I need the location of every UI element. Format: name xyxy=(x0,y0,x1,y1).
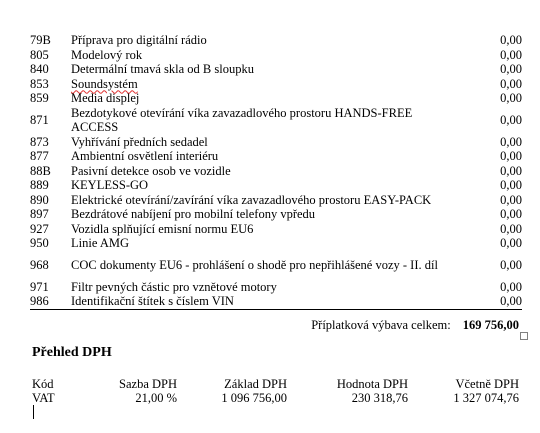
vat-header-rate: Sazba DPH xyxy=(119,377,177,391)
option-row xyxy=(30,236,522,251)
vat-amount: 230 318,76 xyxy=(351,391,408,405)
option-code: 853 xyxy=(30,76,49,91)
table-resize-handle[interactable] xyxy=(520,332,528,340)
option-price: 0,00 xyxy=(500,163,522,178)
option-row xyxy=(30,33,522,48)
option-code: 88B xyxy=(30,163,51,178)
text-cursor xyxy=(33,405,34,419)
option-code: 927 xyxy=(30,221,49,236)
option-price: 0,00 xyxy=(500,236,522,250)
option-price: 0,00 xyxy=(500,76,522,91)
option-description: Determální tmavá skla od B sloupku xyxy=(71,62,254,76)
option-code: 971 xyxy=(30,279,49,294)
option-description: KEYLESS-GO xyxy=(71,178,149,192)
option-price: 0,00 xyxy=(500,207,522,221)
option-code: 950 xyxy=(30,236,49,250)
vat-table xyxy=(32,377,519,405)
option-description: Příprava pro digitální rádio xyxy=(71,33,207,47)
option-description: Elektrické otevírání/zavírání víka zavazadlového prostoru EASY-PACK xyxy=(71,192,432,207)
vat-header-code: Kód xyxy=(32,377,54,391)
option-price: 0,00 xyxy=(500,149,522,163)
option-price: 0,00 xyxy=(500,192,522,207)
option-code: 986 xyxy=(30,294,71,309)
option-row xyxy=(30,135,522,150)
option-row xyxy=(30,294,522,309)
vat-section-title: Přehled DPH xyxy=(32,345,112,360)
total-value: 169 756,00 xyxy=(462,318,519,332)
option-code: 871 xyxy=(30,112,49,127)
vat-rate: 21,00 % xyxy=(135,391,177,405)
option-price: 0,00 xyxy=(500,91,522,105)
option-description: COC dokumenty EU6 - prohlášení o shodě pro nepřihlášené vozy - II. díl xyxy=(71,257,438,272)
option-description: Media displej xyxy=(71,91,140,105)
option-description: Identifikační štítek s číslem VIN xyxy=(71,294,462,309)
vat-header-amount: Hodnota DPH xyxy=(336,377,408,391)
option-row xyxy=(30,77,522,92)
option-description: Modelový rok xyxy=(71,47,143,62)
option-row xyxy=(30,48,522,63)
option-code: 897 xyxy=(30,207,49,221)
option-code: 889 xyxy=(30,178,49,192)
option-row xyxy=(30,251,522,280)
vat-total: 1 327 074,76 xyxy=(453,391,519,405)
vat-code: VAT xyxy=(32,391,55,405)
total-label: Příplatková výbava celkem: xyxy=(311,318,451,332)
option-description: Bezdrátové nabíjení pro mobilní telefony vpředu xyxy=(71,207,316,221)
option-code: 877 xyxy=(30,149,49,163)
options-table-body xyxy=(30,33,522,309)
spellcheck-flagged-word[interactable]: Soundsystém xyxy=(71,76,138,91)
option-code: 805 xyxy=(30,47,49,62)
options-table xyxy=(30,33,522,310)
option-row xyxy=(30,91,522,106)
option-price: 0,00 xyxy=(500,178,522,192)
option-price: 0,00 xyxy=(500,47,522,62)
option-row xyxy=(30,62,522,77)
option-price: 0,00 xyxy=(462,294,522,309)
option-description: Vyhřívání předních sedadel xyxy=(71,134,208,149)
option-code: 840 xyxy=(30,62,49,76)
vat-data-row xyxy=(32,391,519,405)
option-code: 859 xyxy=(30,91,49,105)
option-row xyxy=(30,280,522,295)
option-price: 0,00 xyxy=(500,134,522,149)
option-description: Filtr pevných částic pro vznětové motory xyxy=(71,279,277,294)
option-row xyxy=(30,164,522,179)
vat-header-base: Základ DPH xyxy=(224,377,287,391)
option-price: 0,00 xyxy=(500,257,522,272)
option-row xyxy=(30,193,522,208)
option-code: 873 xyxy=(30,134,49,149)
option-code: 890 xyxy=(30,192,49,207)
option-description: Vozidla splňující emisní normu EU6 xyxy=(71,221,254,236)
option-description xyxy=(71,77,462,92)
option-code: 79B xyxy=(30,33,51,47)
option-code: 968 xyxy=(30,257,49,272)
option-description: Linie AMG xyxy=(71,236,129,250)
option-row xyxy=(30,149,522,164)
option-row xyxy=(30,207,522,222)
options-total xyxy=(30,318,519,332)
option-price: 0,00 xyxy=(500,279,522,294)
option-price: 0,00 xyxy=(500,62,522,76)
option-price: 0,00 xyxy=(500,112,522,127)
option-price: 0,00 xyxy=(500,33,522,47)
vat-header-row xyxy=(32,377,519,391)
option-row xyxy=(30,106,522,135)
option-description: Ambientní osvětlení interiéru xyxy=(71,149,219,163)
option-row xyxy=(30,178,522,193)
option-price: 0,00 xyxy=(500,221,522,236)
option-row xyxy=(30,222,522,237)
vat-base: 1 096 756,00 xyxy=(221,391,287,405)
option-description: Pasivní detekce osob ve vozidle xyxy=(71,163,231,178)
option-description: Bezdotykové otevírání víka zavazadlového prostoru HANDS-FREE ACCESS xyxy=(71,105,413,134)
vat-header-total: Včetně DPH xyxy=(455,377,519,391)
